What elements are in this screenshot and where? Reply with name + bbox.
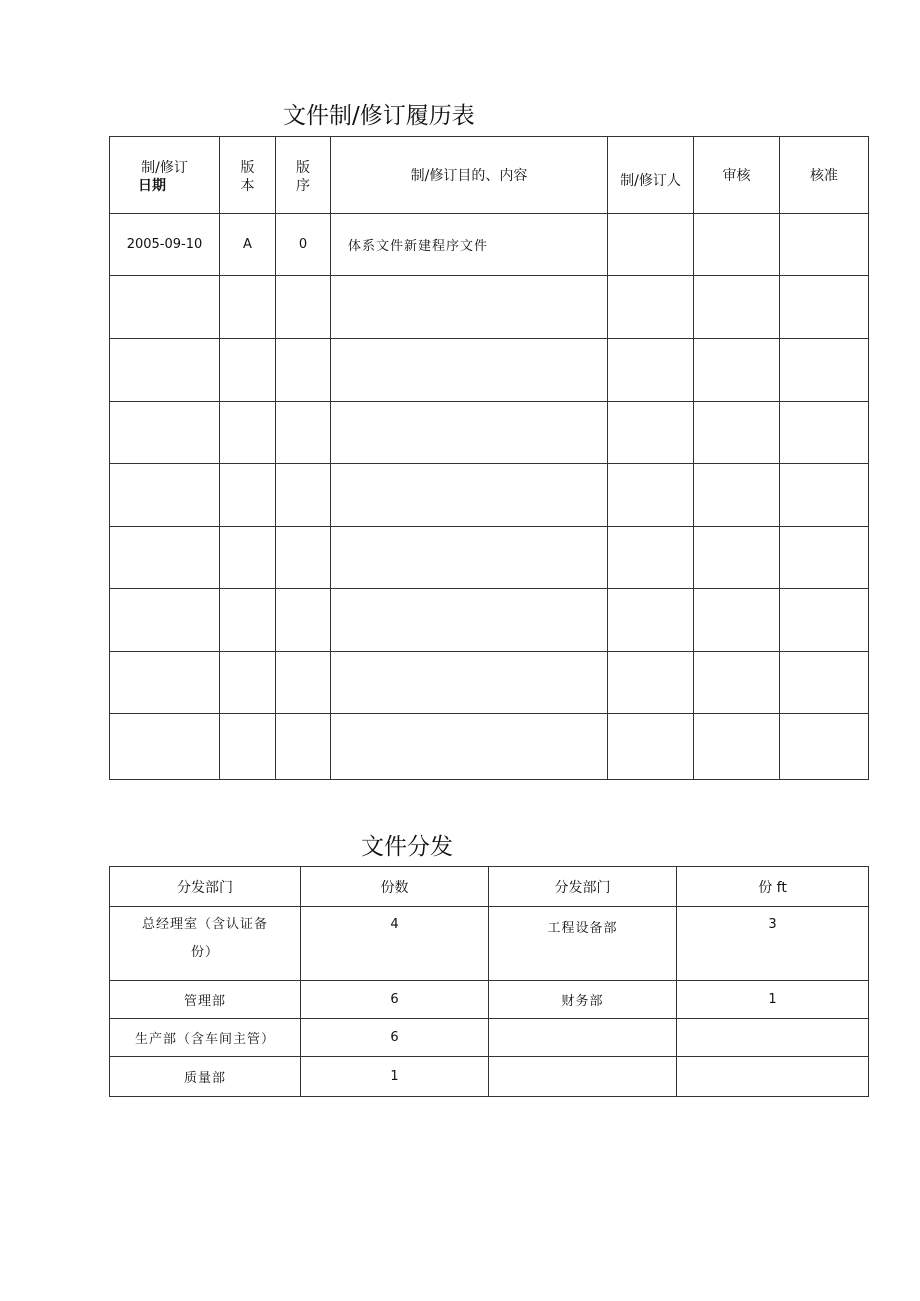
header-copies-1: 份数 [301,867,489,907]
row-dept-2 [489,1019,677,1057]
row-dept-2: 财务部 [489,981,677,1019]
row-copies-1: 4 [301,907,489,981]
row-dept-2: 工程设备部 [489,907,677,981]
row-copies-2: 3 [677,907,869,981]
header-content: 制/修订目的、内容 [331,137,608,214]
row-date: 2005-09-10 [110,214,220,276]
header-dept-2: 分发部门 [489,867,677,907]
header-dept-1: 分发部门 [110,867,301,907]
history-header-row [110,137,869,214]
history-row [110,214,869,276]
row-copies-2 [677,1057,869,1097]
row-dept-1: 质量部 [110,1057,301,1097]
row-dept-1: 管理部 [110,981,301,1019]
row-dept-1: 生产部（含车间主管） [110,1019,301,1057]
distribution-table [109,866,869,1097]
header-version-line1: 版 [240,159,255,176]
distribution-title: 文件分发 [361,834,453,860]
history-row-empty [110,276,869,339]
history-row-empty [110,527,869,589]
history-row-empty [110,464,869,527]
revision-history-title: 文件制/修订履历表 [283,103,475,129]
row-copies-1: 6 [301,981,489,1019]
history-row-empty [110,589,869,652]
row-seq: 0 [276,214,331,276]
history-row-empty [110,714,869,780]
row-copies-2: 1 [677,981,869,1019]
header-seq-line1: 版 [296,159,310,176]
header-review: 审核 [694,137,780,214]
row-author [608,214,694,276]
row-version: A [220,214,276,276]
row-content: 体系文件新建程序文件 [331,214,608,276]
row-copies-1: 1 [301,1057,489,1097]
history-row-empty [110,652,869,714]
history-row-empty [110,402,869,464]
header-author: 制/修订人 [608,137,694,214]
row-approve [780,214,869,276]
row-dept-1 [110,907,301,981]
row-dept-2 [489,1057,677,1097]
header-date: 制/修订 日期 [110,137,220,214]
distribution-header-row [110,867,869,907]
header-copies-2: 份 ft [677,867,869,907]
row-review [694,214,780,276]
header-date-line1: 制/修订 [141,159,188,176]
header-sequence: 版 序 [276,137,331,214]
row-copies-1: 6 [301,1019,489,1057]
history-row-empty [110,339,869,402]
distribution-row [110,1057,869,1097]
distribution-row [110,1019,869,1057]
row-dept-1-line1: 总经理室（含认证备 [141,917,268,932]
row-copies-2 [677,1019,869,1057]
row-dept-1-line2: 份） [190,945,219,960]
distribution-row [110,981,869,1019]
revision-history-table [109,136,869,780]
header-approve: 核准 [780,137,869,214]
header-version: 版 本 [220,137,276,214]
distribution-row [110,907,869,981]
